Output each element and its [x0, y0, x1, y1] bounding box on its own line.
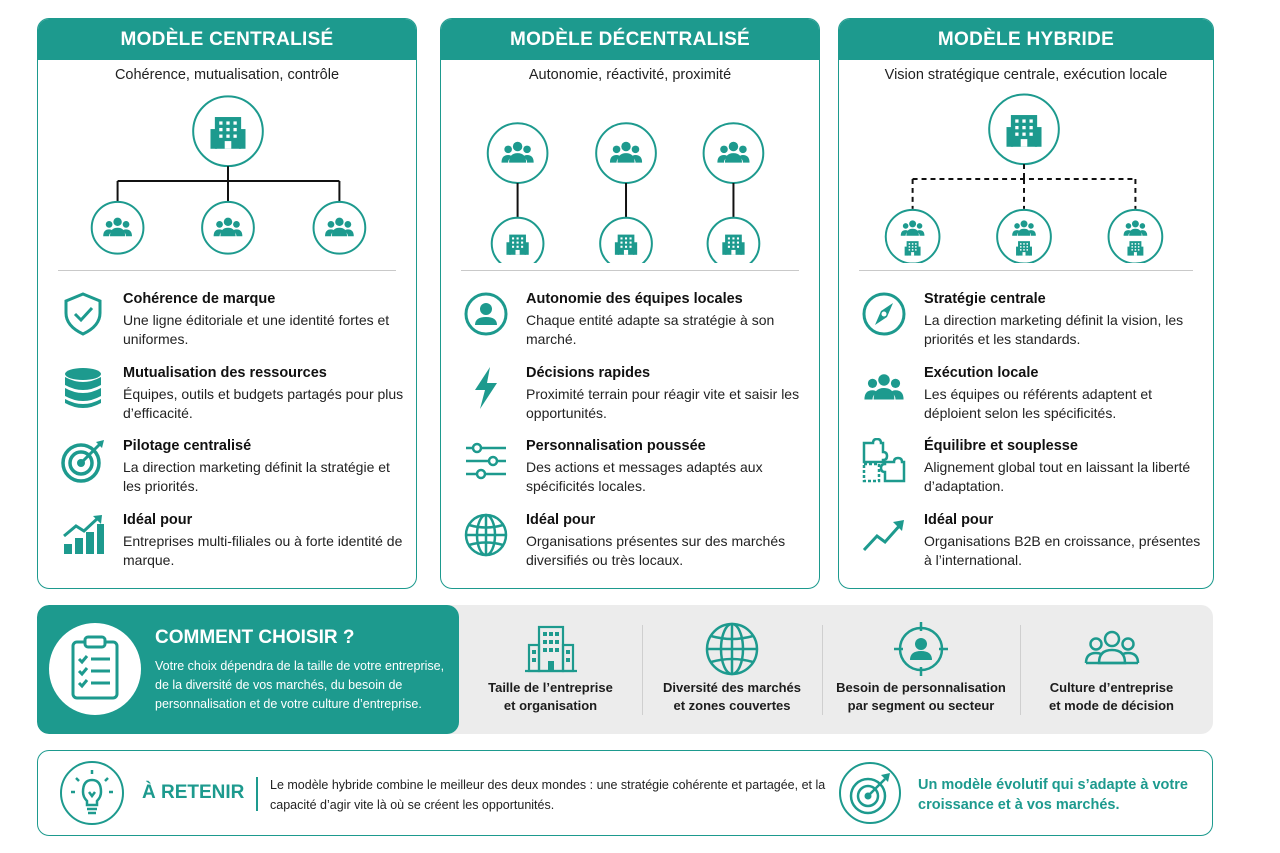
key-takeaway-title: À RETENIR	[142, 782, 245, 803]
feature-title: Mutualisation des ressources	[123, 365, 327, 381]
criterion-label-line1: Taille de l’entreprise	[488, 680, 613, 695]
criterion-company-culture	[1020, 605, 1203, 734]
target-icon	[60, 438, 106, 484]
puzzle-icon	[861, 438, 907, 484]
key-takeaway-quote: Un modèle évolutif qui s’adapte à votre croissance et à vos marchés.	[918, 777, 1188, 813]
team-icon	[488, 123, 548, 183]
feature-title: Cohérence de marque	[123, 291, 276, 307]
divider	[58, 270, 396, 271]
org-chart-hybrid	[839, 93, 1213, 263]
key-takeaway-separator	[256, 777, 258, 811]
feature-item	[38, 365, 416, 435]
sliders-icon	[463, 438, 509, 484]
growth-chart-icon	[60, 512, 106, 558]
criterion-label-line1: Diversité des marchés	[662, 680, 802, 695]
card-subtitle: Cohérence, mutualisation, contrôle	[114, 67, 340, 83]
trend-up-icon	[861, 512, 907, 558]
card-subtitle: Vision stratégique centrale, exécution locale	[884, 67, 1168, 83]
team-icon	[704, 123, 764, 183]
team-building-icon	[886, 210, 940, 263]
company-building-icon	[521, 619, 581, 679]
feature-text: La direction marketing définit la stratégie et les priorités.	[123, 459, 390, 494]
feature-item	[38, 512, 416, 582]
feature-title: Décisions rapides	[526, 365, 651, 381]
feature-item	[441, 512, 819, 582]
feature-text: Chaque entité adapte sa stratégie à son marché.	[526, 312, 775, 347]
key-takeaway-panel	[37, 750, 1213, 836]
feature-text: Une ligne éditoriale et une identité fortes et uniformes.	[123, 312, 390, 347]
globe-icon	[702, 619, 762, 679]
criterion-label-line2: et organisation	[503, 698, 598, 713]
feature-title: Exécution locale	[924, 365, 1039, 381]
card-title: MODÈLE HYBRIDE	[839, 19, 1213, 60]
feature-title: Pilotage centralisé	[123, 438, 252, 454]
hq-building-icon	[193, 96, 263, 166]
feature-item	[839, 438, 1213, 508]
clipboard-checklist-icon	[49, 623, 141, 715]
feature-title: Personnalisation poussée	[526, 438, 706, 454]
team-icon	[92, 202, 144, 254]
team-building-icon	[1109, 210, 1163, 263]
lightning-icon	[463, 365, 509, 411]
criterion-label-line2: par segment ou secteur	[847, 698, 995, 713]
feature-title: Idéal pour	[526, 512, 596, 528]
team-building-icon	[997, 210, 1051, 263]
model-card-decentralized	[440, 18, 820, 589]
feature-title: Idéal pour	[924, 512, 994, 528]
model-card-hybrid	[838, 18, 1214, 589]
local-building-icon	[600, 218, 652, 263]
person-icon	[463, 291, 509, 337]
card-title: MODÈLE DÉCENTRALISÉ	[441, 19, 819, 60]
feature-text: La direction marketing définit la vision, les priorités et les standards.	[924, 312, 1184, 347]
criterion-personalization	[822, 605, 1020, 734]
how-to-choose-intro	[37, 605, 459, 734]
feature-text: Les équipes ou référents adaptent et déploient selon les spécificités.	[924, 386, 1153, 421]
feature-item	[38, 291, 416, 361]
criterion-label-line2: et zones couvertes	[673, 698, 791, 713]
team-icon	[596, 123, 656, 183]
feature-text: Des actions et messages adaptés aux spécificités locales.	[526, 459, 763, 494]
feature-text: Entreprises multi-filiales ou à forte identité de marque.	[123, 533, 403, 568]
crosshair-person-icon	[891, 619, 951, 679]
org-chart-centralized	[38, 93, 416, 263]
feature-item	[441, 438, 819, 508]
team-icon	[202, 202, 254, 254]
feature-title: Autonomie des équipes locales	[526, 291, 743, 307]
criterion-label-line1: Culture d’entreprise	[1049, 680, 1174, 695]
team-icon	[861, 365, 907, 411]
divider	[859, 270, 1193, 271]
local-building-icon	[708, 218, 760, 263]
target-arrow-icon	[838, 761, 902, 825]
compass-icon	[861, 291, 907, 337]
how-to-choose-panel	[37, 605, 1213, 734]
feature-title: Idéal pour	[123, 512, 193, 528]
feature-item	[839, 291, 1213, 361]
criterion-market-diversity	[642, 605, 822, 734]
criterion-label-line2: et mode de décision	[1049, 698, 1174, 713]
criterion-label-line1: Besoin de personnalisation	[836, 680, 1006, 695]
card-subtitle: Autonomie, réactivité, proximité	[528, 67, 732, 83]
divider	[461, 270, 799, 271]
feature-item	[839, 365, 1213, 435]
clipboard-circle	[49, 623, 141, 715]
feature-text: Organisations B2B en croissance, présentes à l’international.	[924, 533, 1201, 568]
model-card-centralized	[37, 18, 417, 589]
feature-item	[441, 365, 819, 435]
database-icon	[60, 365, 106, 411]
how-to-choose-text: Votre choix dépendra de la taille de votre entreprise, de la diversité de vos marchés, du besoin de personnalisation et de votre culture d’entreprise.	[155, 659, 445, 711]
feature-title: Stratégie centrale	[924, 291, 1046, 307]
team-icon	[314, 202, 366, 254]
how-to-choose-title: COMMENT CHOISIR ?	[155, 627, 355, 648]
feature-text: Proximité terrain pour réagir vite et saisir les opportunités.	[526, 386, 800, 421]
feature-item	[441, 291, 819, 361]
local-building-icon	[492, 218, 544, 263]
feature-item	[839, 512, 1213, 582]
criterion-company-size	[459, 605, 642, 734]
feature-item	[38, 438, 416, 508]
feature-text: Alignement global tout en laissant la liberté d’adaptation.	[924, 459, 1191, 494]
org-chart-decentralized	[441, 93, 819, 263]
feature-title: Équilibre et souplesse	[924, 438, 1078, 454]
feature-text: Organisations présentes sur des marchés diversifiés ou très locaux.	[526, 533, 786, 568]
feature-text: Équipes, outils et budgets partagés pour plus d’efficacité.	[123, 386, 404, 421]
lightbulb-icon	[59, 760, 125, 826]
key-takeaway-text: Le modèle hybride combine le meilleur des deux mondes : une stratégie cohérente et partagée, et la capacité d’agir vite là où se créent les opportunités.	[270, 778, 826, 812]
group-icon	[1082, 619, 1142, 679]
globe-icon	[463, 512, 509, 558]
hq-building-icon	[989, 94, 1059, 164]
shield-check-icon	[60, 291, 106, 337]
card-title: MODÈLE CENTRALISÉ	[38, 19, 416, 60]
